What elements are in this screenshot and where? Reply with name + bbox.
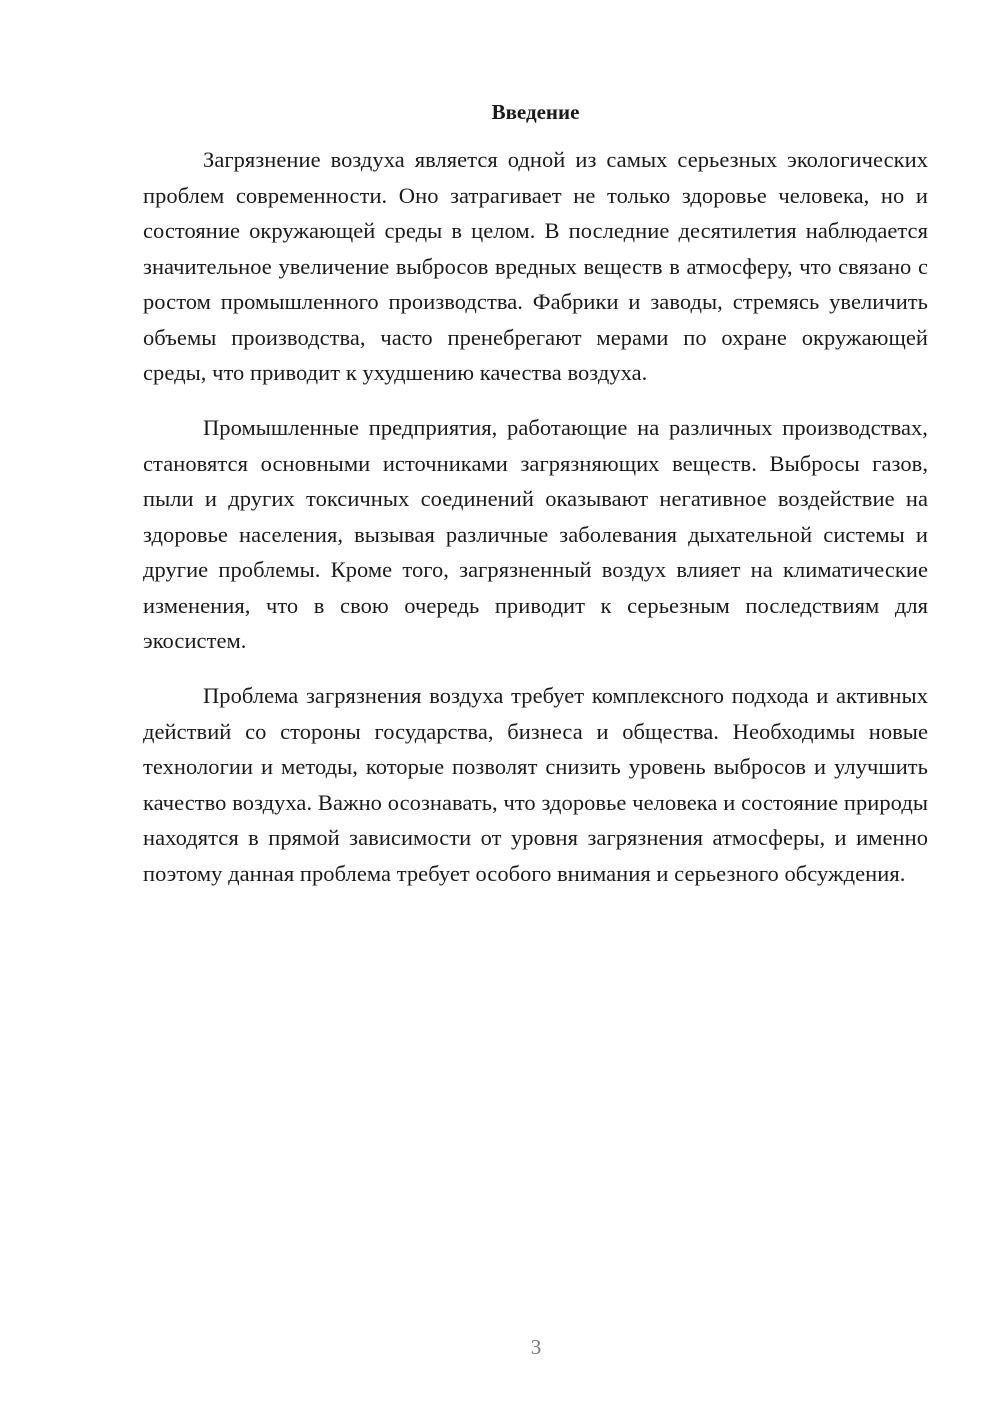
paragraph-3: Проблема загрязнения воздуха требует комплексного подхода и активных действий со стороны государства, бизнеса и общества. Необходимы новые технологии и методы, которые позволят снизить уровень выбросов и улучшить качество воздуха. Важно осознавать, что здоровье человека и состояние природы находятся в прямой зависимости от уровня загрязнения атмосферы, и именно поэтому данная проблема требует особого внимания и серьезного обсуждения. [143,683,928,886]
section-heading: Введение [491,100,580,124]
paragraph-2: Промышленные предприятия, работающие на различных производствах, становятся основными источниками загрязняющих веществ. Выбросы газов, пыли и других токсичных соединений оказывают негативное воздействие на здоровье населения, вызывая различные заболевания дыхательной системы и другие проблемы. Кроме того, загрязненный воздух влияет на климатические изменения, что в свою очередь приводит к серьезным последствиям для экосистем. [143,415,928,653]
page-number: 3 [530,1335,542,1359]
body-text [143,142,928,891]
paragraph-1: Загрязнение воздуха является одной из самых серьезных экологических проблем современности. Оно затрагивает не только здоровье человека, но и состояние окружающей среды в целом. В последние десятилетия наблюдается значительное увеличение выбросов вредных веществ в атмосферу, что связано с ростом промышленного производства. Фабрики и заводы, стремясь увеличить объемы производства, часто пренебрегают мерами по охране окружающей среды, что приводит к ухудшению качества воздуха. [143,147,928,385]
